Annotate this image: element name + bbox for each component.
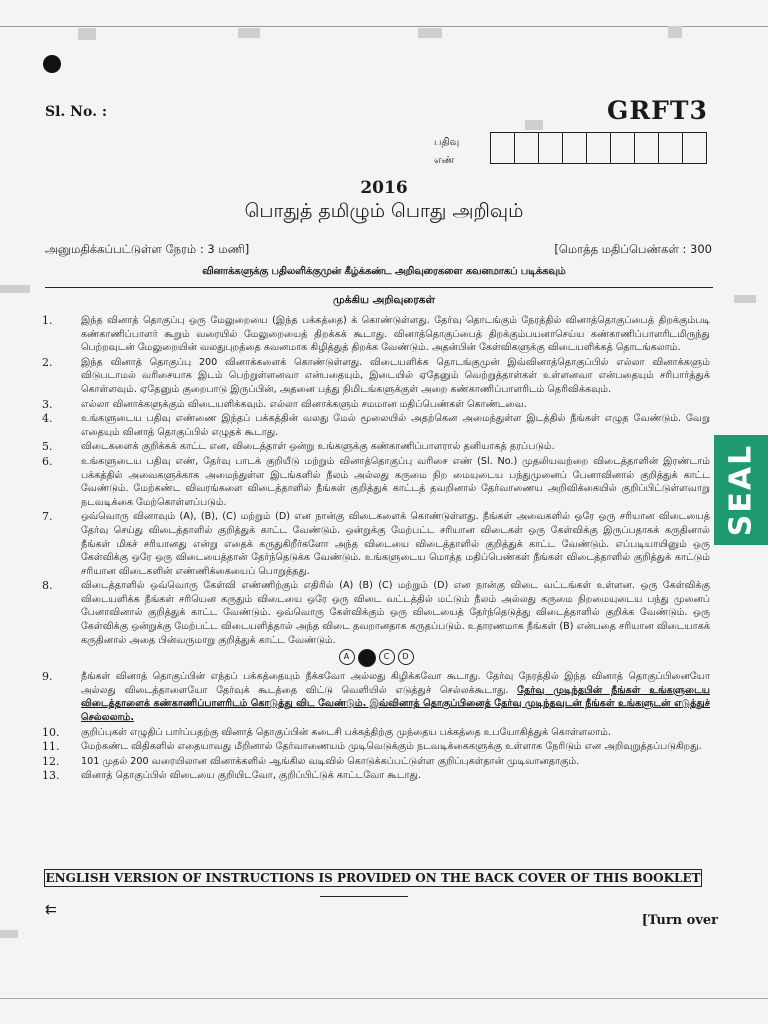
instruction-item: [42, 769, 710, 783]
booklet-code: GRFT3: [607, 96, 708, 125]
instruction-number: 1.: [42, 314, 53, 327]
instruction-item: [42, 755, 710, 769]
register-digit-box[interactable]: [659, 133, 683, 163]
register-digit-box[interactable]: [539, 133, 563, 163]
bubble-option-d: D: [398, 649, 414, 665]
instruction-number: 4.: [42, 412, 53, 426]
instruction-text: விடைத்தாளில் ஒவ்வொரு கேள்வி எண்ணிற்கும் எதிரில் (A) (B) (C) மற்றும் (D) என நான்கு விடை வட்டங்கள் உள்ளன. ஒரு கேள்விக்கு விடையளிக்க நீங்கள் சரியென கருதும் விடையை ஒரே ஒரு விடை வட்டத்தில் மட்டும் நீலம் அல்லது கருமை நிறமையுடைய பந்து முனைப் பேனாவினால் குறித்துக் காட்ட வேண்டும். ஒவ்வொரு கேள்விக்கும் ஒரு விடையைத் தேர்ந்தெடுத்து விடைத்தாளில் குறிக்க வேண்டும். ஒரு கேள்விக்கு ஒன்றுக்கு மேற்பட்ட விடையளித்தால் அந்த விடை தவறானதாக கருதப்படும். உதாரணமாக நீங்கள் (B) என்பதை சரியான விடையாகக் கருதினால் அதை பின்வருமாறு குறித்துக் காட்ட வேண்டும்.: [81, 580, 710, 646]
instruction-text: உங்களுடைய பதிவு எண்ணை இந்தப் பக்கத்தின் வலது மேல் மூலையில் அதற்கென அமைந்துள்ள இடத்தில் நீங்கள் எழுத வேண்டும். வேறு எதையும் வினாத் தொகுப்பில் எழுதக் கூடாது.: [81, 413, 710, 438]
divider: [320, 896, 408, 897]
instruction-number: 12.: [42, 754, 60, 768]
arrow-icon: ⇇: [45, 902, 57, 918]
instruction-text: ஒவ்வொரு வினாவும் (A), (B), (C) மற்றும் (D) என நான்கு விடைகளைக் கொண்டுள்ளது. நீங்கள் அவைகளில் ஒரே ஒரு சரியான விடையைத் தேர்வு செய்து விடைத்தாளில் குறித்துக் காட்ட வேண்டும். ஒன்றுக்கு மேற்பட்ட சரியான விடைகள் ஒரு கேள்விக்கு இருப்பதாகக் கருதினால் நீங்கள் மிகச் சரியானது என்று எதைக் கருதுகிறீர்களோ அந்த விடையை விடைத்தாளில் குறித்துக் காட்ட வேண்டும். எப்படியாயினும் ஒரு கேள்விக்கு ஒரே ஒரு விடையைத்தான் தேர்ந்தெடுக்க வேண்டும். உங்களுடைய மொத்த மதிப்பெண்கள் நீங்கள் விடைத்தாளில் குறித்துக் காட்டும் சரியான விடைகளின் எண்ணிக்கையைப் பொறுத்தது.: [81, 511, 710, 577]
scan-mark: [78, 28, 96, 40]
instruction-item: [42, 412, 710, 439]
instruction-text: மேற்கண்ட விதிகளில் எதையாவது மீறினால் தேர்வாணையம் முடிவெடுக்கும் நடவடிக்கைகளுக்கு உள்ளாக நேரிடும் என அறிவுறுத்தப்படுகிறது.: [81, 741, 702, 753]
instruction-text: [81, 670, 710, 724]
instruction-item: [42, 455, 710, 509]
instruction-text: வினாத் தொகுப்பில் விடையை குறியிடவோ, குறிப்பிட்டுக் காட்டவோ கூடாது.: [81, 770, 422, 782]
turn-over-label: [Turn over: [641, 913, 718, 928]
instruction-number: 7.: [42, 510, 53, 524]
bubble-option-c: C: [379, 649, 395, 665]
scan-mark: [525, 120, 543, 130]
register-number-label: [434, 134, 459, 170]
instruction-number: 11.: [42, 740, 60, 754]
instruction-number: 3.: [42, 397, 53, 411]
bubble-option-a: A: [339, 649, 355, 665]
seal-tab[interactable]: [714, 435, 768, 545]
register-digit-box[interactable]: [635, 133, 659, 163]
scan-mark: [0, 285, 30, 293]
register-digit-box[interactable]: [683, 133, 706, 163]
exam-year: 2016: [360, 178, 408, 198]
instruction-item: [42, 398, 710, 412]
instruction-text: இந்த வினாத் தொகுப்பு ஒரு மேலுறையை (இந்த பக்கத்தை) க் கொண்டுள்ளது. தேர்வு தொடங்கும் நேரத்தில் வினாத்தொகுப்பைத் திறக்கும்படி கண்காணிப்பாளர் கூறும் வரையில் மேலுறையைத் திறக்கக் கூடாது. வினாத்தொகுப்பைத் திறக்கும்பயனாசெய்ய கண்காணிப்பாளரிடமிருந்து பெற்றவுடன் மேலுறையின் வலதுபுறத்தை கவனமாக கிழித்துத் திறக்க வேண்டும். அதன்பின் கேள்விகளுக்கு விடையளிக்கத் தொடங்கலாம்.: [81, 315, 710, 354]
instruction-item: [42, 726, 710, 740]
instruction-emphasis: தேர்வு முடிந்தபின் நீங்கள் உங்களுடைய விடைத்தாளைக் கண்காணிப்பாளரிடம் கொடுத்து விட வேண்டும். இவ்வினாத் தொகுப்பினைத் தேர்வு முடிந்தவுடன் நீங்கள் உங்களுடன் எடுத்துச் செல்லலாம்.: [81, 684, 710, 724]
instruction-text: எல்லா வினாக்களுக்கும் விடையளிக்கவும். எல்லா வினாக்களும் சமமான மதிப்பெண்கள் கொண்டவை.: [81, 398, 527, 410]
instructions-list: [42, 314, 710, 784]
instruction-number: 10.: [42, 725, 60, 739]
bottom-border: [0, 998, 768, 999]
answer-bubble-example: [42, 649, 710, 667]
instructions-heading: முக்கிய அறிவுரைகள்: [333, 294, 435, 306]
instruction-text: விடைகளைக் குறிக்கக் காட்ட என, விடைத்தாள் ஒன்று உங்களுக்கு கண்காணிப்பாளரால் தனியாகத் தரப்படும்.: [81, 441, 555, 453]
scan-mark: [418, 28, 442, 38]
seal-label: SEAL: [723, 443, 759, 537]
top-border: [0, 26, 768, 27]
instruction-item: [42, 356, 710, 397]
register-digit-box[interactable]: [587, 133, 611, 163]
exam-subject-title: பொதுத் தமிழும் பொது அறிவும்: [244, 200, 524, 222]
instruction-text: 101 முதல் 200 வரையிலான வினாக்களில் ஆங்கில வடிவில் கொடுக்கப்பட்டுள்ள குறிப்புகள்தான் முடிவானதாகும்.: [81, 755, 580, 767]
register-label-line1: பதிவு: [434, 137, 460, 148]
instruction-text: குறிப்புகள் எழுதிப் பார்ப்பதற்கு வினாத் தொகுப்பின் கடைசி பக்கத்திற்கு முந்தைய பக்கத்தை உபயோகித்துக் கொள்ளலாம்.: [81, 726, 611, 738]
read-instructions-warning: வினாக்களுக்கு பதிலளிக்குமுன் கீழ்க்கண்ட அறிவுரைகளை கவனமாகப் படிக்கவும்: [202, 266, 566, 277]
register-digit-box[interactable]: [611, 133, 635, 163]
instruction-number: 5.: [42, 440, 53, 454]
bubble-option-b-filled: [358, 649, 376, 667]
alignment-dot: [43, 55, 61, 73]
instruction-item: [42, 440, 710, 454]
instruction-text: உங்களுடைய பதிவு எண், தேர்வு பாடக் குறியீடு மற்றும் வினாத்தொகுப்பு வரிசை எண் (Sl. No.) முதலியவற்றை விடைத்தாளின் இரண்டாம் பக்கத்தில் அவைகளுக்காக அமைந்துள்ள இடங்களில் நீலம் அல்லது கருமை நிற மையுடைய பந்துமுனைப் பேனாவினால் குறித்துக் காட்ட வேண்டும். மேற்கண்ட விவரங்களை விடைத்தாளில் நீங்கள் குறித்துக் காட்டத் தவறினால் தேர்வாணைய அறிவிக்கையில் குறிப்பிட்டுள்ளவாறு நடவடிக்கை மேற்கொள்ளப்படும்.: [81, 455, 710, 508]
register-label-line2: எண்: [434, 155, 455, 166]
total-marks: [மொத்த மதிப்பெண்கள் : 300: [554, 242, 712, 256]
serial-number-label: Sl. No. :: [45, 104, 107, 120]
scan-mark: [0, 930, 18, 938]
register-number-boxes[interactable]: [490, 132, 707, 164]
instruction-text: இந்த வினாத் தொகுப்பு 200 வினாக்களைக் கொண்டுள்ளது. விடையளிக்க தொடங்குமுன் இவ்வினாத்தொகுப்பில் எல்லா வினாக்களும் விடுபடாமல் வரிசையாக இடம் பெற்றுள்ளனவா என்பதையும், இடையில் ஏதேனும் வெற்றுத்தாள்கள் உள்ளனவா என்பதையும் சரிபார்த்துக் கொள்ளவும். ஏதேனும் குறைபாடு இருப்பின், அதனை பத்து நிமிடங்களுக்குள் அறை கண்காணிப்பாளரிடம் தெரிவிக்கவும்.: [81, 356, 710, 395]
instruction-item: [42, 579, 710, 647]
register-digit-box[interactable]: [515, 133, 539, 163]
instruction-text-part: நீங்கள் வினாத் தொகுப்பின் எந்தப் பக்கத்தையும் நீக்கவோ அல்லது கிழிக்கவோ கூடாது. தேர்வு நேரத்தில் இந்த வினாத் தொகுப்பினையோ அல்லது விடைத்தாளையோ தேர்வுக் கூடத்தை விட்டு வெளியில் எடுத்துச் செல்லக்கூடாது.: [81, 671, 710, 696]
instruction-item: [42, 510, 710, 578]
divider: [45, 287, 713, 288]
instruction-number: 2.: [42, 355, 53, 369]
instruction-number: 13.: [42, 769, 60, 783]
instruction-item: [42, 314, 710, 355]
instruction-number: 8.: [42, 579, 53, 593]
instruction-item: [42, 670, 710, 724]
english-version-notice: ENGLISH VERSION OF INSTRUCTIONS IS PROVIDED ON THE BACK COVER OF THIS BOOKLET: [45, 871, 701, 885]
instruction-item: [42, 740, 710, 754]
instruction-number: 9.: [42, 670, 53, 684]
time-allowed: அனுமதிக்கப்பட்டுள்ள நேரம் : 3 மணி]: [45, 242, 250, 256]
register-digit-box[interactable]: [563, 133, 587, 163]
scan-mark: [238, 28, 260, 38]
register-digit-box[interactable]: [491, 133, 515, 163]
instruction-number: 6.: [42, 454, 53, 468]
scan-mark: [668, 26, 682, 38]
